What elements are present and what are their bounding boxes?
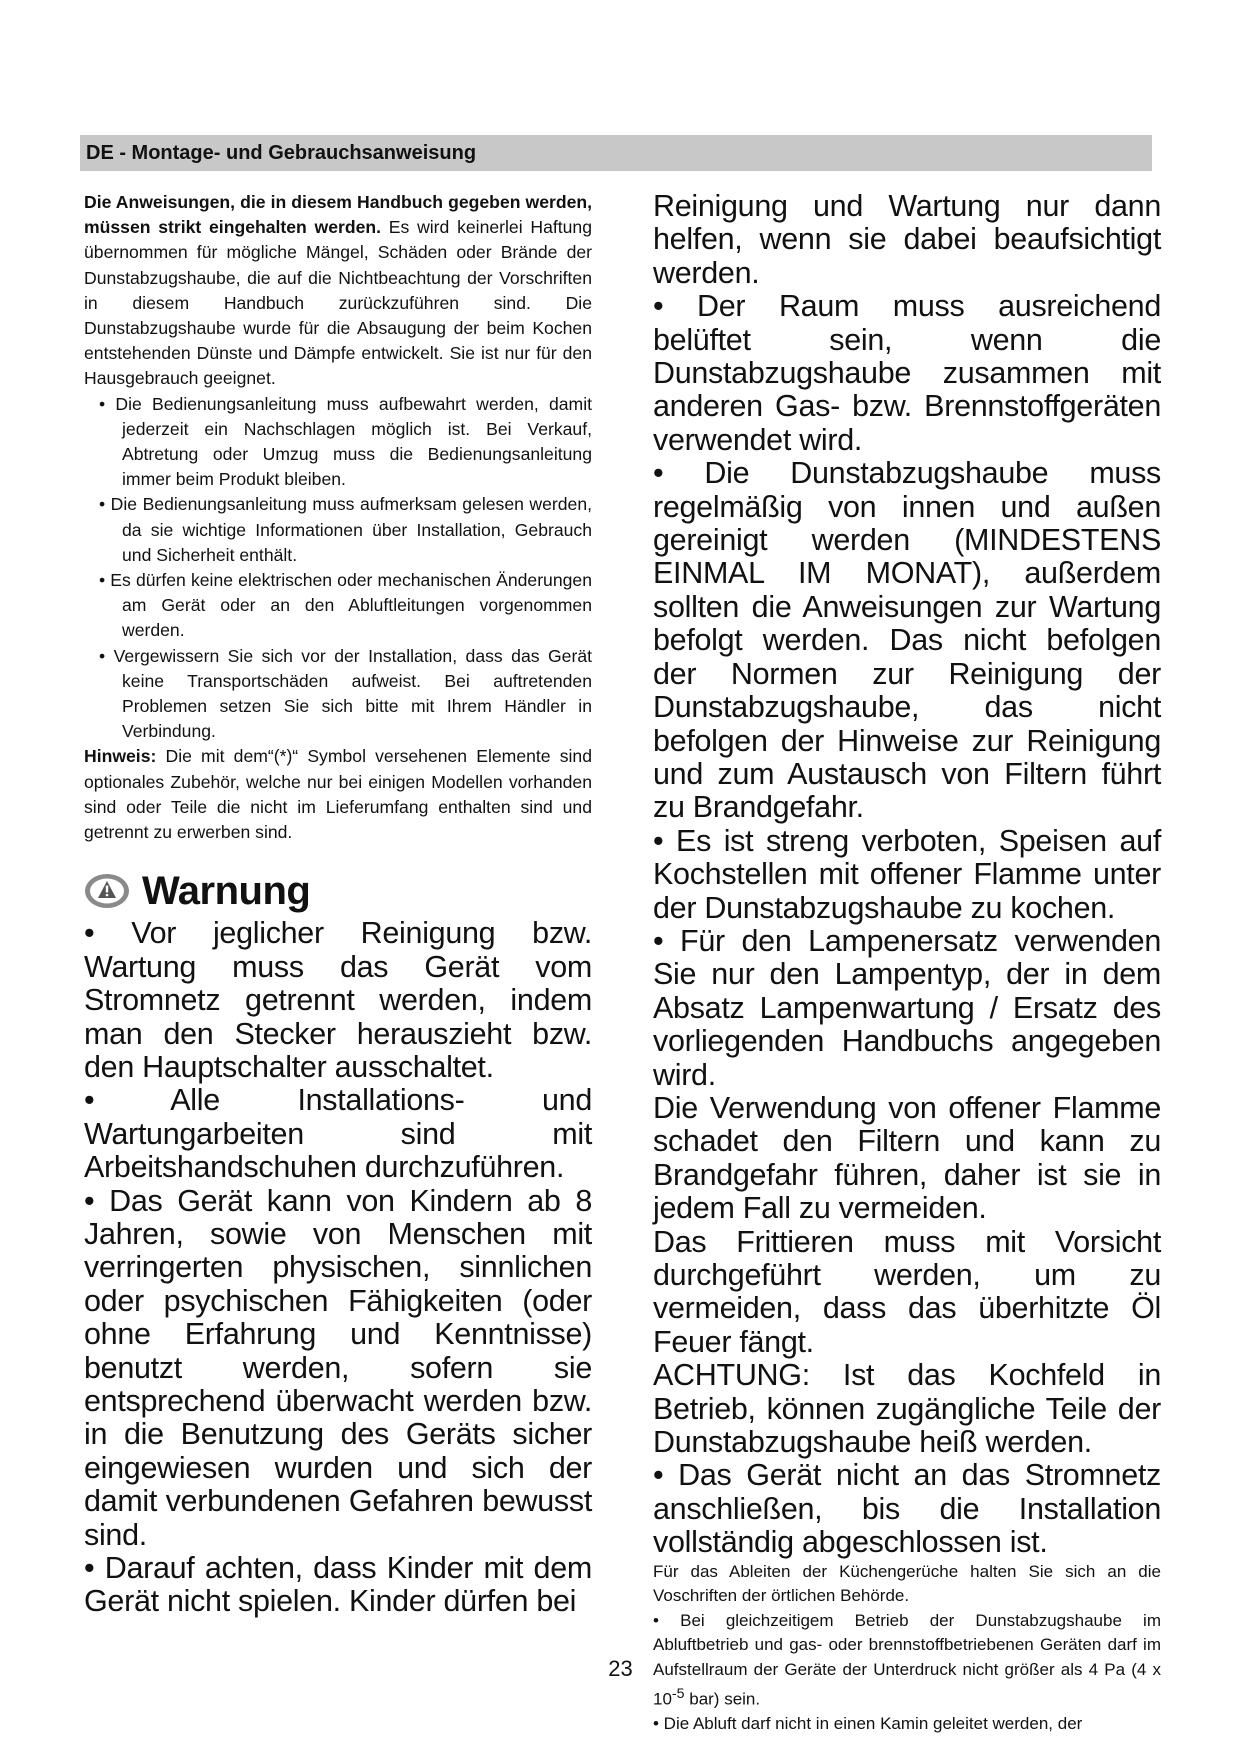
warning-paragraph: • Vor jeglicher Reinigung bzw. Wartung muss das Gerät vom Stromnetz getrennt werden, indem man den Stecker herauszieht bzw. den Hauptschalter ausschaltet. — [84, 916, 592, 1084]
pressure-unit: bar) sein. — [684, 1689, 761, 1709]
exponent: -5 — [671, 1686, 685, 1703]
pressure-text: • Bei gleichzeitigem Betrieb der Dunstabzugshaube im Abluftbetrieb und gas- oder brennstoffbetriebenen Geräten darf im Aufstellraum der Geräte der Unterdruck nicht größer als 4 Pa (4 x 10 — [653, 1610, 1161, 1709]
note-text: Die mit dem“(*)“ Symbol versehenen Elemente sind optionales Zubehör, welche nur bei einigen Modellen vorhanden sind oder Teile die nicht im Lieferumfang enthalten sind und getrennt zu erwerben sind. — [84, 746, 592, 843]
safety-paragraph: ACHTUNG: Ist das Kochfeld in Betrieb, können zugängliche Teile der Dunstabzugshaube heiß werden. — [653, 1358, 1161, 1460]
warning-paragraph: • Das Gerät kann von Kindern ab 8 Jahren, sowie von Menschen mit verringerten physischen, sinnlichen oder psychischen Fähigkeiten (oder ohne Erfahrung und Kenntnisse) benutzt werden, sofern sie entsprechend überwacht werden bzw. in die Benutzung des Geräts sicher eingewiesen wurden und sich der damit verbundenen Gefahren bewusst sind. — [84, 1183, 592, 1552]
warning-title: Warnung — [142, 868, 311, 913]
safety-paragraph: • Die Dunstabzugshaube muss regelmäßig von innen und außen gereinigt werden (MINDESTENS EINMAL IM MONAT), außerdem sollten die Anweisungen zur Wartung befolgt werden. Das nicht befolgen der Normen zur Reinigung der Dunstabzugshaube, das nicht befolgen der Hinweise zur Reinigung und zum Austausch von Filtern führt zu Brandgefahr. — [653, 456, 1161, 825]
safety-paragraph: Das Frittieren muss mit Vorsicht durchgeführt werden, um zu vermeiden, dass das überhitzte Öl Feuer fängt. — [653, 1224, 1161, 1359]
intro-text: Es wird keinerlei Haftung übernommen für mögliche Mängel, Schäden oder Brände der Dunstabzugshaube, die auf die Nichtbeachtung der Vorschriften in diesem Handbuch zurückzuführen sind. Die Dunstabzugshaube wurde für die Absaugung der beim Kochen entstehenden Dünste und Dämpfe entwickelt. Sie ist nur für den Hausgebrauch geeignet. — [84, 217, 592, 389]
warning-icon — [84, 873, 130, 909]
safety-paragraph: Reinigung und Wartung nur dann helfen, wenn sie dabei beaufsichtigt werden. — [653, 189, 1161, 290]
intro-bold-text: Die Anweisungen, die in diesem Handbuch gegeben werden, müssen strikt eingehalten werden. — [84, 192, 592, 238]
intro-paragraph — [84, 190, 592, 392]
left-column — [84, 190, 592, 1619]
warning-heading — [84, 865, 592, 917]
note-paragraph — [84, 744, 592, 845]
safety-paragraph: • Das Gerät nicht an das Stromnetz anschließen, bis die Installation vollständig abgeschlossen ist. — [653, 1458, 1161, 1560]
section-header: DE - Montage- und Gebrauchsanweisung — [80, 135, 1152, 171]
page-number: 23 — [608, 1656, 633, 1681]
warning-paragraph: • Alle Installations- und Wartungarbeiten sind mit Arbeitshandschuhen durchzuführen. — [84, 1083, 592, 1185]
list-item: • Die Bedienungsanleitung muss aufmerksam gelesen werden, da sie wichtige Informationen über Installation, Gebrauch und Sicherheit enthält. — [99, 494, 592, 565]
safety-paragraph: • Der Raum muss ausreichend belüftet sein, wenn die Dunstabzugshaube zusammen mit anderen Gas- bzw. Brennstoffgeräten verwendet wird. — [653, 289, 1161, 457]
warning-paragraph: • Darauf achten, dass Kinder mit dem Gerät nicht spielen. Kinder dürfen bei — [84, 1551, 592, 1619]
note-label: Hinweis: — [84, 746, 157, 767]
list-item: • Vergewissern Sie sich vor der Installation, dass das Gerät keine Transportschäden aufweist. Bei auftretenden Problemen setzen Sie sich bitte mit Ihrem Händler in Verbindung. — [99, 645, 592, 742]
list-item: • Es dürfen keine elektrischen oder mechanischen Änderungen am Gerät oder an den Abluftleitungen vorgenommen werden. — [99, 570, 592, 641]
list-item: • Die Bedienungsanleitung muss aufbewahrt werden, damit jederzeit ein Nachschlagen möglich ist. Bei Verkauf, Abtretung oder Umzug muss die Bedienungsanleitung immer beim Produkt bleiben. — [99, 393, 592, 490]
regulation-paragraph: Für das Ableiten der Küchengerüche halten Sie sich an die Voschriften der örtlichen Behörde. — [653, 1561, 1161, 1606]
safety-paragraph: • Für den Lampenersatz verwenden Sie nur den Lampentyp, der in dem Absatz Lampenwartung / Ersatz des vorliegenden Handbuchs angegeben wird. — [653, 923, 1161, 1092]
instruction-list — [84, 392, 592, 745]
safety-paragraph: • Es ist streng verboten, Speisen auf Kochstellen mit offener Flamme unter der Dunstabzugshaube zu kochen. — [653, 823, 1161, 925]
safety-paragraph: Die Verwendung von offener Flamme schadet den Filtern und kann zu Brandgefahr führen, daher ist sie in jedem Fall zu vermeiden. — [653, 1090, 1161, 1226]
right-column — [653, 190, 1161, 1737]
exhaust-paragraph: • Die Abluft darf nicht in einen Kamin geleitet werden, der — [653, 1714, 1083, 1734]
